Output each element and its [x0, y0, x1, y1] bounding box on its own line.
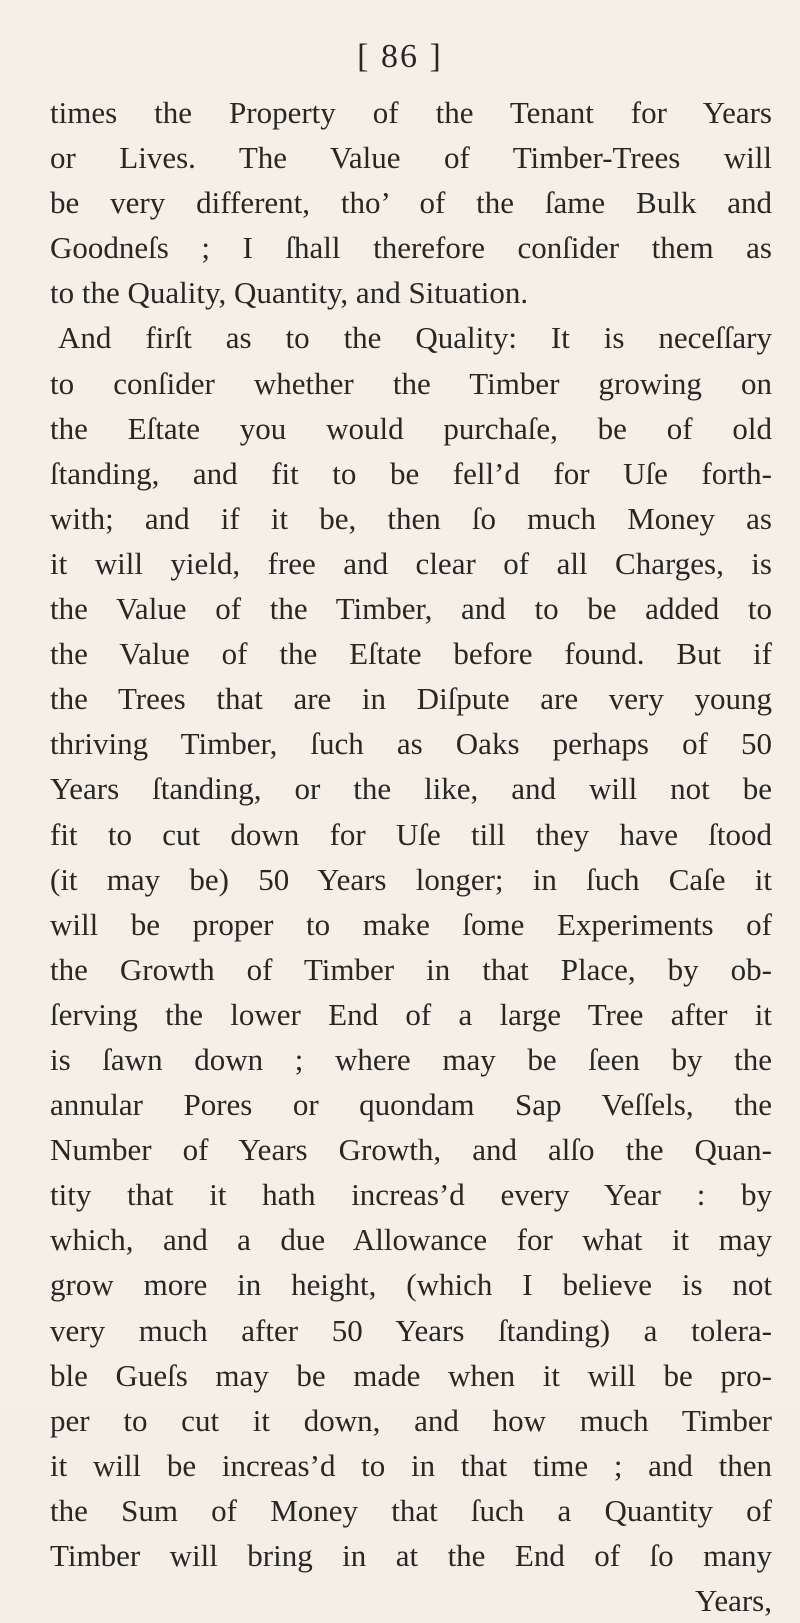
text-line: it will yield, free and clear of all Charges, is [50, 545, 772, 581]
text-line: the Value of the Eſtate before found. But if [50, 636, 772, 672]
text-line: times the Property of the Tenant for Years [50, 95, 772, 130]
text-line: to conſider whether the Timber growing on [50, 365, 772, 401]
text-line: ſtanding, and fit to be fell’d for Uſe forth- [50, 455, 772, 491]
text-line: the Trees that are in Diſpute are very young [50, 681, 772, 717]
text-line: thriving Timber, ſuch as Oaks perhaps of 50 [50, 726, 772, 762]
body-text [50, 90, 772, 1623]
text-line: is ſawn down ; where may be ſeen by the [50, 1041, 772, 1077]
text-line: Goodneſs ; I ſhall therefore conſider them as [50, 230, 772, 266]
text-line: to the Quality, Quantity, and Situation. [50, 275, 529, 311]
text-line: will be proper to make ſome Experiments of [50, 906, 772, 942]
text-line: which, and a due Allowance for what it may [50, 1222, 772, 1258]
text-line: per to cut it down, and how much Timber [50, 1402, 772, 1438]
text-line: And firſt as to the Quality: It is neceſſary [58, 320, 772, 356]
text-line: annular Pores or quondam Sap Veſſels, the [50, 1087, 772, 1123]
text-line: it will be increas’d to in that time ; and then [50, 1447, 772, 1483]
text-line: the Growth of Timber in that Place, by ob- [50, 951, 772, 987]
text-line: tity that it hath increas’d every Year : by [50, 1177, 772, 1213]
text-line: Number of Years Growth, and alſo the Quan- [50, 1132, 772, 1168]
text-line: or Lives. The Value of Timber-Trees will [50, 140, 772, 176]
text-line: (it may be) 50 Years longer; in ſuch Caſe it [50, 861, 772, 897]
text-line: fit to cut down for Uſe till they have ſtood [50, 816, 772, 852]
text-line: with; and if it be, then ſo much Money as [50, 500, 772, 536]
text-line: be very different, tho’ of the ſame Bulk and [50, 185, 772, 221]
text-line: the Value of the Timber, and to be added to [50, 591, 772, 627]
text-line: grow more in height, (which I believe is not [50, 1267, 772, 1303]
text-line: the Sum of Money that ſuch a Quantity of [50, 1492, 772, 1528]
text-line: very much after 50 Years ſtanding) a tolera- [50, 1312, 772, 1348]
text-line: Years ſtanding, or the like, and will not be [50, 771, 772, 807]
text-line: the Eſtate you would purchaſe, be of old [50, 410, 772, 446]
page-number-header: [ 86 ] [357, 38, 443, 75]
text-line: ble Gueſs may be made when it will be pro- [50, 1357, 772, 1393]
catchword: Years, [695, 1583, 772, 1619]
text-line: Timber will bring in at the End of ſo many [50, 1538, 772, 1573]
text-line: ſerving the lower End of a large Tree after it [50, 996, 772, 1032]
